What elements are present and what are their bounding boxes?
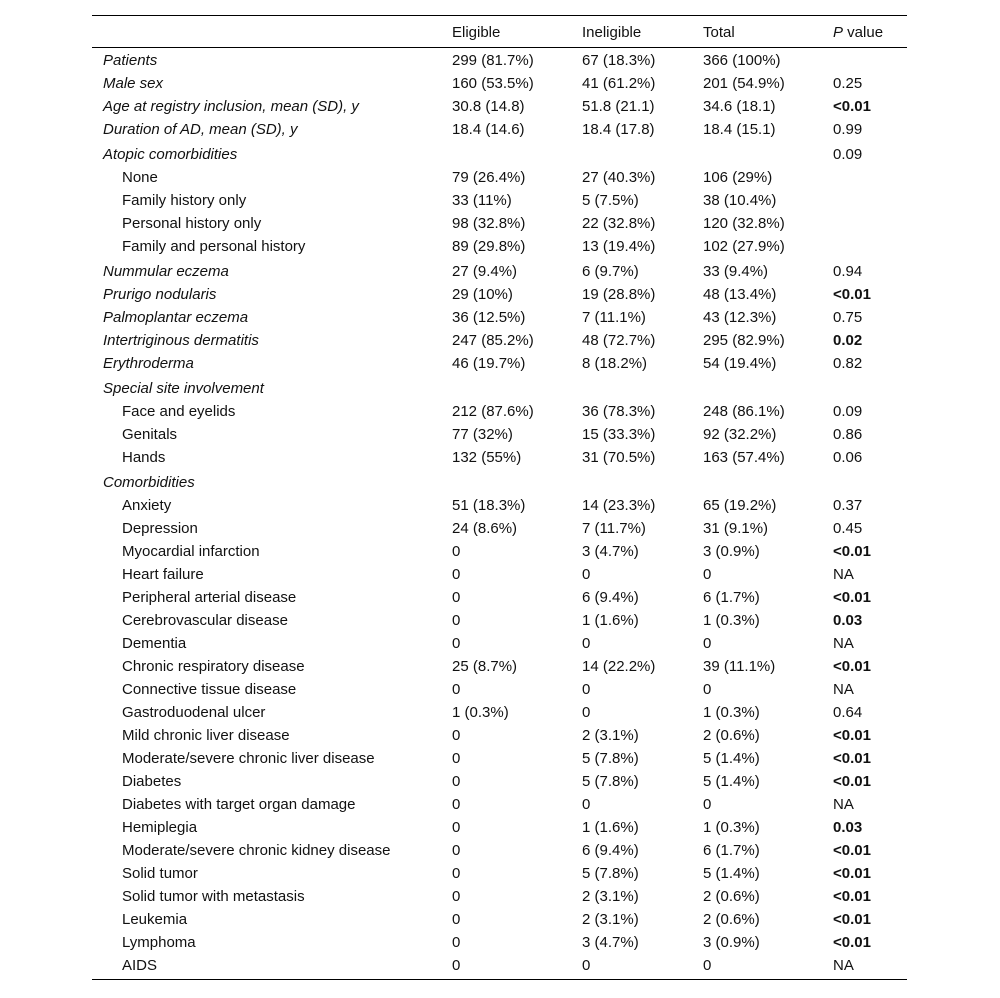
cell-p-value: <0.01 [833, 911, 871, 928]
cell-ineligible: 0 [582, 566, 591, 583]
row-label: Age at registry inclusion, mean (SD), y [103, 98, 359, 115]
header-total: Total [703, 24, 735, 41]
table-row [92, 189, 907, 212]
cell-eligible: 29 (10%) [452, 286, 513, 303]
bottom-rule [92, 979, 907, 980]
cell-total: 0 [703, 566, 712, 583]
cell-total: 0 [703, 796, 712, 813]
row-label: Duration of AD, mean (SD), y [103, 121, 298, 138]
cell-ineligible: 5 (7.8%) [582, 750, 639, 767]
row-label: Mild chronic liver disease [122, 727, 290, 744]
table-row [92, 701, 907, 724]
table-row [92, 471, 907, 494]
cell-ineligible: 1 (1.6%) [582, 819, 639, 836]
table-row [92, 747, 907, 770]
cell-eligible: 77 (32%) [452, 426, 513, 443]
row-label: Connective tissue disease [122, 681, 297, 698]
header-p-value [833, 16, 883, 49]
characteristics-table [92, 15, 907, 980]
cell-p-value: 0.03 [833, 819, 863, 836]
row-label: Face and eyelids [122, 403, 236, 420]
cell-ineligible: 0 [582, 957, 591, 974]
cell-ineligible: 3 (4.7%) [582, 543, 639, 560]
cell-total: 31 (9.1%) [703, 520, 769, 537]
row-label: Lymphoma [122, 934, 196, 951]
row-label: Nummular eczema [103, 263, 229, 280]
cell-total: 65 (19.2%) [703, 497, 777, 514]
cell-total: 48 (13.4%) [703, 286, 777, 303]
cell-ineligible: 7 (11.1%) [582, 309, 646, 326]
cell-ineligible: 5 (7.5%) [582, 192, 639, 209]
table-row [92, 586, 907, 609]
header-p-italic: P [833, 24, 844, 41]
row-label: Patients [103, 52, 158, 69]
cell-eligible: 0 [452, 888, 461, 905]
row-label: Atopic comorbidities [103, 146, 238, 163]
cell-total: 34.6 (18.1) [703, 98, 776, 115]
cell-eligible: 24 (8.6%) [452, 520, 518, 537]
cell-eligible: 0 [452, 796, 461, 813]
row-label: Intertriginous dermatitis [103, 332, 259, 349]
cell-ineligible: 14 (23.3%) [582, 497, 656, 514]
cell-total: 366 (100%) [703, 52, 781, 69]
table-row [92, 283, 907, 306]
table-row [92, 118, 907, 141]
cell-p-value: 0.37 [833, 497, 863, 514]
table-row [92, 609, 907, 632]
table-row [92, 329, 907, 352]
row-label: Hands [122, 449, 166, 466]
cell-ineligible: 2 (3.1%) [582, 727, 639, 744]
table-row [92, 352, 907, 375]
cell-eligible: 0 [452, 635, 461, 652]
table-row [92, 306, 907, 329]
cell-p-value: NA [833, 681, 854, 698]
cell-p-value: 0.02 [833, 332, 863, 349]
cell-total: 201 (54.9%) [703, 75, 785, 92]
table-row [92, 655, 907, 678]
cell-eligible: 36 (12.5%) [452, 309, 526, 326]
row-label: Moderate/severe chronic kidney disease [122, 842, 391, 859]
cell-ineligible: 2 (3.1%) [582, 911, 639, 928]
cell-eligible: 30.8 (14.8) [452, 98, 525, 115]
cell-total: 3 (0.9%) [703, 934, 760, 951]
cell-ineligible: 18.4 (17.8) [582, 121, 655, 138]
cell-p-value: <0.01 [833, 888, 871, 905]
cell-total: 43 (12.3%) [703, 309, 777, 326]
cell-ineligible: 22 (32.8%) [582, 215, 656, 232]
cell-p-value: 0.64 [833, 704, 863, 721]
cell-ineligible: 51.8 (21.1) [582, 98, 655, 115]
cell-eligible: 0 [452, 681, 461, 698]
cell-p-value: NA [833, 796, 854, 813]
row-label: Cerebrovascular disease [122, 612, 288, 629]
table-row [92, 954, 907, 977]
cell-p-value: 0.09 [833, 146, 863, 163]
cell-total: 248 (86.1%) [703, 403, 785, 420]
cell-p-value: 0.86 [833, 426, 863, 443]
table-row [92, 446, 907, 469]
cell-p-value: <0.01 [833, 934, 871, 951]
cell-eligible: 0 [452, 589, 461, 606]
cell-total: 6 (1.7%) [703, 589, 760, 606]
cell-total: 5 (1.4%) [703, 750, 760, 767]
row-label: Myocardial infarction [122, 543, 260, 560]
cell-ineligible: 0 [582, 704, 591, 721]
table-row [92, 72, 907, 95]
cell-total: 6 (1.7%) [703, 842, 760, 859]
cell-p-value: 0.09 [833, 403, 863, 420]
cell-eligible: 0 [452, 727, 461, 744]
row-label: Prurigo nodularis [103, 286, 217, 303]
cell-total: 2 (0.6%) [703, 911, 760, 928]
cell-eligible: 0 [452, 865, 461, 882]
cell-p-value: <0.01 [833, 727, 871, 744]
cell-ineligible: 2 (3.1%) [582, 888, 639, 905]
cell-p-value: 0.99 [833, 121, 863, 138]
cell-total: 0 [703, 635, 712, 652]
row-label: Diabetes [122, 773, 182, 790]
table-row [92, 260, 907, 283]
row-label: Hemiplegia [122, 819, 198, 836]
row-label: Male sex [103, 75, 164, 92]
cell-p-value: 0.06 [833, 449, 863, 466]
row-label: Special site involvement [103, 380, 264, 397]
cell-p-value: 0.03 [833, 612, 863, 629]
row-label: Leukemia [122, 911, 188, 928]
cell-total: 2 (0.6%) [703, 888, 760, 905]
cell-eligible: 299 (81.7%) [452, 52, 534, 69]
row-label: Family history only [122, 192, 247, 209]
cell-ineligible: 0 [582, 681, 591, 698]
cell-p-value: 0.82 [833, 355, 863, 372]
cell-eligible: 0 [452, 911, 461, 928]
header-row [92, 16, 907, 47]
row-label: Palmoplantar eczema [103, 309, 249, 326]
cell-p-value: <0.01 [833, 589, 871, 606]
cell-total: 92 (32.2%) [703, 426, 777, 443]
cell-eligible: 1 (0.3%) [452, 704, 509, 721]
cell-eligible: 0 [452, 934, 461, 951]
cell-ineligible: 0 [582, 796, 591, 813]
cell-total: 39 (11.1%) [703, 658, 776, 675]
cell-ineligible: 6 (9.4%) [582, 842, 639, 859]
cell-total: 18.4 (15.1) [703, 121, 776, 138]
cell-ineligible: 6 (9.4%) [582, 589, 639, 606]
table-row [92, 839, 907, 862]
cell-ineligible: 6 (9.7%) [582, 263, 639, 280]
cell-total: 3 (0.9%) [703, 543, 760, 560]
cell-total: 1 (0.3%) [703, 704, 760, 721]
cell-p-value: NA [833, 566, 854, 583]
cell-total: 1 (0.3%) [703, 612, 760, 629]
cell-p-value: <0.01 [833, 98, 871, 115]
cell-ineligible: 5 (7.8%) [582, 865, 639, 882]
cell-p-value: 0.94 [833, 263, 863, 280]
cell-eligible: 0 [452, 957, 461, 974]
row-label: Moderate/severe chronic liver disease [122, 750, 375, 767]
header-p-rest: value [843, 24, 884, 41]
cell-ineligible: 41 (61.2%) [582, 75, 656, 92]
row-label: Personal history only [122, 215, 262, 232]
row-label: AIDS [122, 957, 158, 974]
table-row [92, 494, 907, 517]
table-row [92, 143, 907, 166]
cell-ineligible: 0 [582, 635, 591, 652]
cell-ineligible: 1 (1.6%) [582, 612, 639, 629]
cell-eligible: 0 [452, 543, 461, 560]
table-row [92, 540, 907, 563]
cell-ineligible: 36 (78.3%) [582, 403, 656, 420]
cell-total: 295 (82.9%) [703, 332, 785, 349]
cell-eligible: 212 (87.6%) [452, 403, 534, 420]
table-row [92, 632, 907, 655]
cell-eligible: 0 [452, 750, 461, 767]
cell-total: 106 (29%) [703, 169, 773, 186]
row-label: Erythroderma [103, 355, 194, 372]
cell-ineligible: 7 (11.7%) [582, 520, 646, 537]
row-label: Gastroduodenal ulcer [122, 704, 266, 721]
table-row [92, 400, 907, 423]
row-label: Solid tumor with metastasis [122, 888, 305, 905]
cell-p-value: 0.45 [833, 520, 863, 537]
cell-eligible: 79 (26.4%) [452, 169, 526, 186]
cell-total: 0 [703, 681, 712, 698]
table-row [92, 908, 907, 931]
cell-ineligible: 14 (22.2%) [582, 658, 656, 675]
cell-ineligible: 15 (33.3%) [582, 426, 656, 443]
cell-eligible: 0 [452, 819, 461, 836]
cell-ineligible: 48 (72.7%) [582, 332, 656, 349]
table-row [92, 166, 907, 189]
cell-p-value: NA [833, 957, 854, 974]
cell-p-value: <0.01 [833, 286, 871, 303]
cell-p-value: <0.01 [833, 543, 871, 560]
cell-total: 163 (57.4%) [703, 449, 785, 466]
row-label: Depression [122, 520, 198, 537]
cell-eligible: 33 (11%) [452, 192, 512, 209]
table-row [92, 95, 907, 118]
row-label: Chronic respiratory disease [122, 658, 305, 675]
cell-total: 33 (9.4%) [703, 263, 769, 280]
row-label: Solid tumor [122, 865, 198, 882]
cell-p-value: <0.01 [833, 750, 871, 767]
cell-p-value: <0.01 [833, 865, 871, 882]
cell-total: 54 (19.4%) [703, 355, 777, 372]
row-label: Genitals [122, 426, 178, 443]
cell-eligible: 46 (19.7%) [452, 355, 526, 372]
cell-p-value: 0.25 [833, 75, 863, 92]
table-row [92, 816, 907, 839]
cell-eligible: 89 (29.8%) [452, 238, 526, 255]
cell-eligible: 247 (85.2%) [452, 332, 534, 349]
cell-eligible: 27 (9.4%) [452, 263, 518, 280]
cell-ineligible: 3 (4.7%) [582, 934, 639, 951]
table-row [92, 563, 907, 586]
table-row [92, 793, 907, 816]
cell-ineligible: 8 (18.2%) [582, 355, 648, 372]
cell-ineligible: 67 (18.3%) [582, 52, 656, 69]
cell-eligible: 18.4 (14.6) [452, 121, 525, 138]
cell-total: 120 (32.8%) [703, 215, 785, 232]
row-label: Anxiety [122, 497, 172, 514]
cell-ineligible: 13 (19.4%) [582, 238, 656, 255]
header-eligible: Eligible [452, 24, 501, 41]
cell-total: 5 (1.4%) [703, 773, 760, 790]
cell-ineligible: 27 (40.3%) [582, 169, 656, 186]
row-label: Dementia [122, 635, 187, 652]
cell-eligible: 98 (32.8%) [452, 215, 526, 232]
table-row [92, 885, 907, 908]
row-label: Comorbidities [103, 474, 195, 491]
cell-eligible: 25 (8.7%) [452, 658, 518, 675]
table-row [92, 770, 907, 793]
cell-eligible: 0 [452, 773, 461, 790]
cell-p-value: NA [833, 635, 854, 652]
cell-p-value: <0.01 [833, 773, 871, 790]
table-row [92, 862, 907, 885]
row-label: Peripheral arterial disease [122, 589, 297, 606]
cell-total: 38 (10.4%) [703, 192, 777, 209]
table-row [92, 377, 907, 400]
row-label: Family and personal history [122, 238, 306, 255]
table-row [92, 678, 907, 701]
cell-eligible: 51 (18.3%) [452, 497, 526, 514]
cell-total: 102 (27.9%) [703, 238, 785, 255]
cell-total: 2 (0.6%) [703, 727, 760, 744]
cell-eligible: 0 [452, 566, 461, 583]
cell-p-value: <0.01 [833, 658, 871, 675]
cell-ineligible: 19 (28.8%) [582, 286, 656, 303]
cell-eligible: 160 (53.5%) [452, 75, 534, 92]
cell-eligible: 0 [452, 612, 461, 629]
table-row [92, 724, 907, 747]
table-row [92, 212, 907, 235]
cell-p-value: <0.01 [833, 842, 871, 859]
cell-p-value: 0.75 [833, 309, 863, 326]
row-label: Heart failure [122, 566, 204, 583]
row-label: None [122, 169, 158, 186]
cell-total: 0 [703, 957, 712, 974]
cell-eligible: 132 (55%) [452, 449, 522, 466]
table-row [92, 49, 907, 72]
row-label: Diabetes with target organ damage [122, 796, 356, 813]
table-row [92, 235, 907, 258]
table-body [92, 48, 907, 977]
table-row [92, 423, 907, 446]
table-row [92, 931, 907, 954]
cell-eligible: 0 [452, 842, 461, 859]
cell-total: 5 (1.4%) [703, 865, 760, 882]
cell-ineligible: 5 (7.8%) [582, 773, 639, 790]
cell-ineligible: 31 (70.5%) [582, 449, 656, 466]
table-row [92, 517, 907, 540]
header-ineligible: Ineligible [582, 24, 642, 41]
cell-total: 1 (0.3%) [703, 819, 760, 836]
